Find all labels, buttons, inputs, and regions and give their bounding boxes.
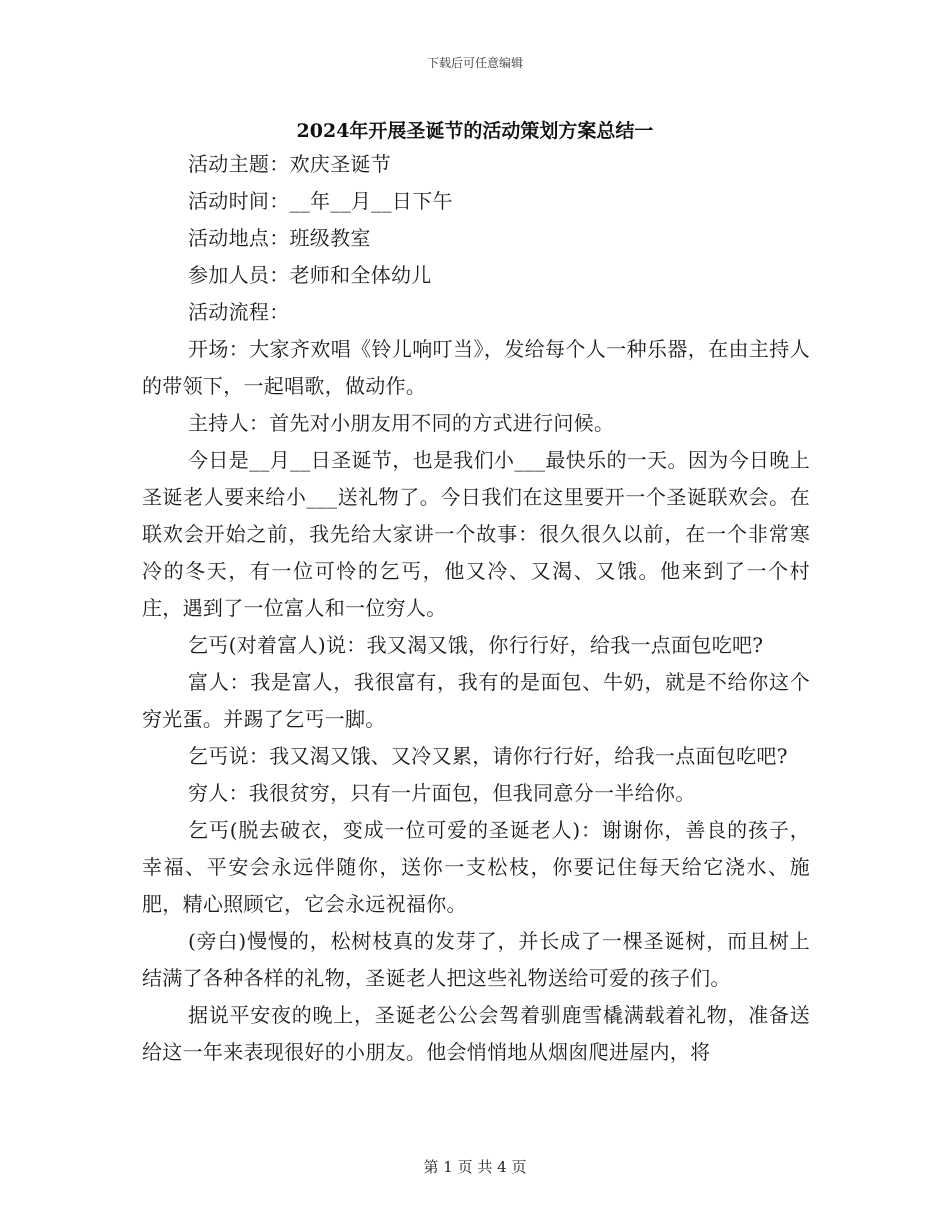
document-title: 2024年开展圣诞节的活动策划方案总结一 [296, 120, 654, 142]
paragraph: 富人：我是富人，我很富有，我有的是面包、牛奶，就是不给你这个穷光蛋。并踢了乞丐一脚。 [142, 670, 810, 731]
document-body [142, 146, 810, 1071]
paragraph: 今日是__月__日圣诞节，也是我们小___最快乐的一天。因为今日晚上圣诞老人要来给小___送礼物了。今日我们在这里要开一个圣诞联欢会。在联欢会开始之前，我先给大家讲一个故事：很久很久以前，在一个非常寒冷的冬天，有一位可怜的乞丐，他又冷、又渴、又饿。他来到了一个村庄，遇到了一位富人和一位穷人。 [142, 448, 810, 620]
header-note: 下载后可任意编辑 [426, 56, 523, 70]
page-number: 第 1 页 共 4 页 [423, 1158, 527, 1176]
paragraph-participants: 参加人员：老师和全体幼儿 [188, 263, 432, 287]
paragraph: 乞丐(脱去破衣，变成一位可爱的圣诞老人)：谢谢你，善良的孩子，幸福、平安会永远伴随你，送你一支松枝，你要记住每天给它浇水、施肥，精心照顾它，它会永远祝福你。 [142, 818, 810, 916]
paragraph-location: 活动地点：班级教室 [188, 226, 371, 250]
paragraph: 据说平安夜的晚上，圣诞老公公会驾着驯鹿雪橇满载着礼物，准备送给这一年来表现很好的小朋友。他会悄悄地从烟囱爬进屋内，将 [142, 1003, 810, 1064]
paragraph: 主持人：首先对小朋友用不同的方式进行问候。 [188, 411, 615, 435]
paragraph: (旁白)慢慢的，松树枝真的发芽了，并长成了一棵圣诞树，而且树上结满了各种各样的礼物，圣诞老人把这些礼物送给可爱的孩子们。 [142, 929, 810, 990]
paragraph: 乞丐(对着富人)说：我又渴又饿，你行行好，给我一点面包吃吧? [188, 633, 764, 657]
paragraph-theme: 活动主题：欢庆圣诞节 [188, 152, 391, 176]
paragraph-time: 活动时间：__年__月__日下午 [188, 189, 453, 213]
paragraph: 开场：大家齐欢唱《铃儿响叮当》，发给每个人一种乐器，在由主持人的带领下，一起唱歌，做动作。 [142, 337, 810, 398]
paragraph: 乞丐说：我又渴又饿、又冷又累，请你行行好，给我一点面包吃吧? [188, 744, 788, 768]
paragraph: 穷人：我很贫穷，只有一片面包，但我同意分一半给你。 [188, 781, 696, 805]
paragraph-process: 活动流程： [188, 300, 290, 324]
